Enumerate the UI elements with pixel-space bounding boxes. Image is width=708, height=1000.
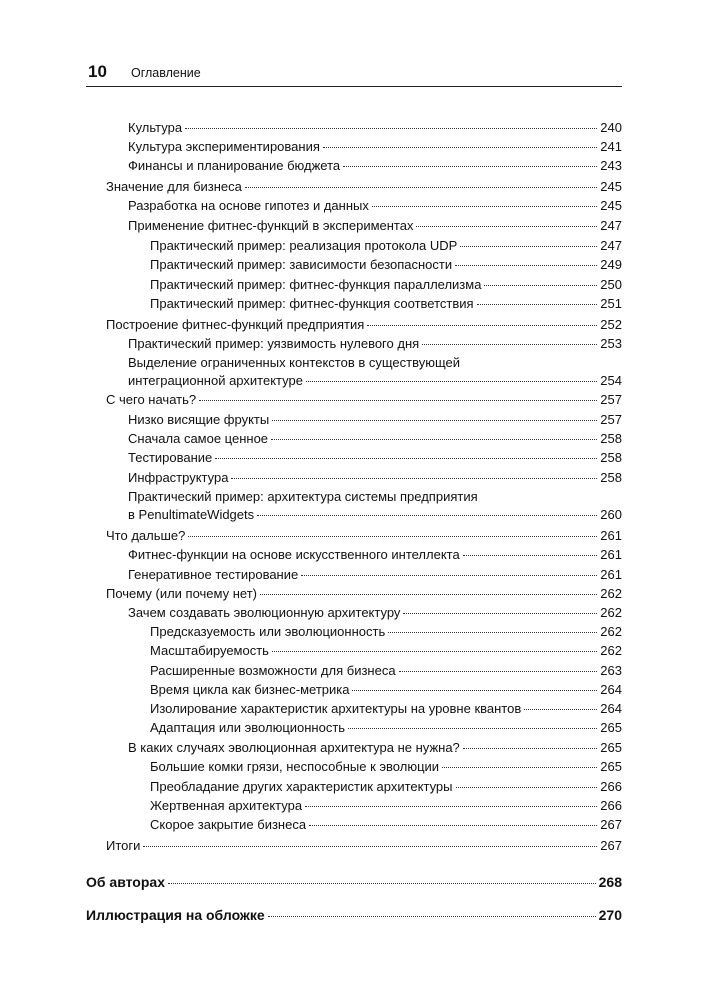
toc-entry[interactable] [106,584,622,603]
toc-entry-title: Тестирование [128,450,213,465]
toc-entry-title: Применение фитнес-функций в экспериментах [128,218,414,233]
toc-entry-title: Значение для бизнеса [106,179,242,194]
toc-entry-title-line1: Выделение ограниченных контекстов в существующей [128,355,461,370]
toc-entry[interactable] [106,315,622,334]
toc-entry[interactable] [128,410,622,429]
toc-entry[interactable] [128,603,622,622]
toc-entry-page: 264 [600,682,622,697]
toc-entry[interactable] [128,738,622,757]
toc-entry[interactable] [128,216,622,235]
toc-entry-title: Разработка на основе гипотез и данных [128,198,369,213]
toc-entry-page: 240 [600,120,622,135]
toc-entry-title: Об авторах [86,874,165,890]
dot-leader [306,381,597,382]
toc-entry-title: Практический пример: реализация протокола UDP [150,238,458,253]
dot-leader [343,166,597,167]
dot-leader [442,767,597,768]
toc-entry[interactable] [128,137,622,156]
toc-entry-title: Практический пример: фитнес-функция соответствия [150,296,474,311]
toc-entry-page: 247 [600,238,622,253]
dot-leader [463,555,598,556]
dot-leader [215,458,597,459]
dot-leader [352,690,597,691]
toc-entry[interactable] [128,156,622,175]
toc-entry-title: Финансы и планирование бюджета [128,158,341,173]
toc-entry[interactable] [128,565,622,584]
toc-entry[interactable] [150,815,622,834]
running-title: Оглавление [131,66,201,80]
toc-entry-page: 262 [600,605,622,620]
toc-major-entry[interactable] [86,873,622,892]
toc-entry-title: в PenultimateWidgets [128,507,255,522]
toc-entry-title: Иллюстрация на обложке [86,907,265,923]
dot-leader [477,304,598,305]
toc-entry-page: 265 [600,759,622,774]
toc-entry-title: Низко висящие фрукты [128,412,270,427]
toc-entry-title: интеграционной архитектуре [128,373,303,388]
toc-entry[interactable] [106,390,622,409]
toc-entry[interactable] [128,448,622,467]
page-number: 10 [88,62,107,81]
dot-leader [524,709,597,710]
toc-entry[interactable] [150,699,622,718]
toc-entry-page: 249 [600,257,622,272]
toc-entry-page: 243 [600,158,622,173]
toc-entry[interactable] [128,196,622,215]
dot-leader [271,439,597,440]
toc-entry-title: Инфраструктура [128,470,229,485]
toc-entry[interactable] [128,429,622,448]
dot-leader [260,594,597,595]
dot-leader [168,883,596,884]
toc-entry-page: 258 [600,431,622,446]
dot-leader [456,787,598,788]
running-header [86,64,622,87]
toc-entry-page: 253 [600,336,622,351]
toc-entry-page: 241 [600,139,622,154]
toc-entry-page: 265 [600,740,622,755]
dot-leader [323,147,597,148]
toc-entry-page: 251 [600,296,622,311]
toc-entry-title: Построение фитнес-функций предприятия [106,317,365,332]
toc-entry-page: 245 [600,198,622,213]
toc-entry-page: 261 [600,547,622,562]
toc-entry-title: Зачем создавать эволюционную архитектуру [128,605,401,620]
toc-entry[interactable] [106,836,622,855]
toc-entry-title: Итоги [106,838,141,853]
toc-entry-title: Практический пример: зависимости безопасности [150,257,453,272]
toc-entry-page: 261 [600,567,622,582]
dot-leader [460,246,597,247]
toc-entry-title: Адаптация или эволюционность [150,720,346,735]
toc-entry-title: Практический пример: уязвимость нулевого дня [128,336,420,351]
toc-entry-title-line1: Практический пример: архитектура системы предприятия [128,489,478,504]
toc-entry-page: 262 [600,643,622,658]
toc-entry-title: Время цикла как бизнес-метрика [150,682,350,697]
dot-leader [185,128,597,129]
dot-leader [199,400,597,401]
dot-leader [309,825,597,826]
dot-leader [463,748,598,749]
dot-leader [272,651,597,652]
toc-entry-title: Фитнес-функции на основе искусственного интеллекта [128,547,460,562]
toc-entry-title: Преобладание других характеристик архитектуры [150,779,453,794]
toc-entry-title: С чего начать? [106,392,197,407]
toc-major-entry[interactable] [86,906,622,925]
toc-entry[interactable] [150,757,622,776]
toc-entry-page: 258 [600,450,622,465]
toc-entry-page: 267 [600,817,622,832]
toc-entry-title: Что дальше? [106,528,186,543]
toc-entry-title: Жертвенная архитектура [150,798,303,813]
toc-entry[interactable] [150,796,622,815]
toc-entry[interactable] [128,468,622,487]
toc-entry[interactable] [128,545,622,564]
toc-entry-title: Скорое закрытие бизнеса [150,817,307,832]
toc-entry[interactable] [150,236,622,255]
toc-entry-title: Практический пример: фитнес-функция параллелизма [150,277,482,292]
toc-entry-page: 258 [600,470,622,485]
toc-entry-page: 268 [598,874,622,890]
toc-entry-page: 254 [600,373,622,388]
toc-entry-title: Почему (или почему нет) [106,586,257,601]
dot-leader [231,478,597,479]
toc-entry-page: 261 [600,528,622,543]
toc-entry-title: Изолирование характеристик архитектуры на уровне квантов [150,701,522,716]
toc-entry-page: 266 [600,798,622,813]
dot-leader [416,226,597,227]
toc-entry-page: 266 [600,779,622,794]
toc-entry-page: 263 [600,663,622,678]
dot-leader [305,806,597,807]
toc-entry[interactable] [128,118,622,137]
toc-entry-page: 252 [600,317,622,332]
toc-entry-title: Генеративное тестирование [128,567,299,582]
dot-leader [188,536,597,537]
toc-entry-title: Культура экспериментирования [128,139,320,154]
toc-entry-title: Большие комки грязи, неспособные к эволюции [150,759,440,774]
dot-leader [257,515,597,516]
toc-entry-page: 262 [600,624,622,639]
dot-leader [348,728,597,729]
dot-leader [484,285,597,286]
toc-entry-title: В каких случаях эволюционная архитектура не нужна? [128,740,460,755]
toc-entry-page: 257 [600,392,622,407]
toc-entry-page: 267 [600,838,622,853]
toc-entry[interactable] [150,255,622,274]
toc-entry[interactable] [150,777,622,796]
toc-entry-title: Культура [128,120,183,135]
toc-entry-page: 245 [600,179,622,194]
toc-entry[interactable] [150,718,622,737]
dot-leader [268,916,596,917]
toc-entry[interactable] [150,661,622,680]
dot-leader [388,632,597,633]
toc-entry-page: 250 [600,277,622,292]
toc-entry[interactable] [106,526,622,545]
toc-entry[interactable] [150,680,622,699]
toc-entry-page: 265 [600,720,622,735]
dot-leader [272,420,597,421]
toc-entry-page: 247 [600,218,622,233]
dot-leader [245,187,597,188]
dot-leader [455,265,597,266]
dot-leader [372,206,597,207]
toc-entry-title: Расширенные возможности для бизнеса [150,663,396,678]
toc-entry-page: 264 [600,701,622,716]
toc-entry[interactable] [128,371,622,390]
toc-entry[interactable] [150,275,622,294]
toc-entry[interactable] [150,622,622,641]
toc-entry-title: Предсказуемость или эволюционность [150,624,386,639]
toc-entry[interactable] [128,334,622,353]
toc-entry-page: 262 [600,586,622,601]
toc-entry-page: 260 [600,507,622,522]
dot-leader [143,846,597,847]
toc-entry[interactable] [150,294,622,313]
toc-entry[interactable] [128,505,622,524]
toc-entry[interactable] [106,177,622,196]
toc-entry-title: Масштабируемость [150,643,269,658]
toc-entry-title: Сначала самое ценное [128,431,269,446]
dot-leader [367,325,597,326]
dot-leader [399,671,598,672]
toc-entry[interactable] [150,641,622,660]
toc-entry-page: 270 [598,907,622,923]
dot-leader [422,344,597,345]
dot-leader [403,613,597,614]
dot-leader [301,575,597,576]
toc-entry-page: 257 [600,412,622,427]
